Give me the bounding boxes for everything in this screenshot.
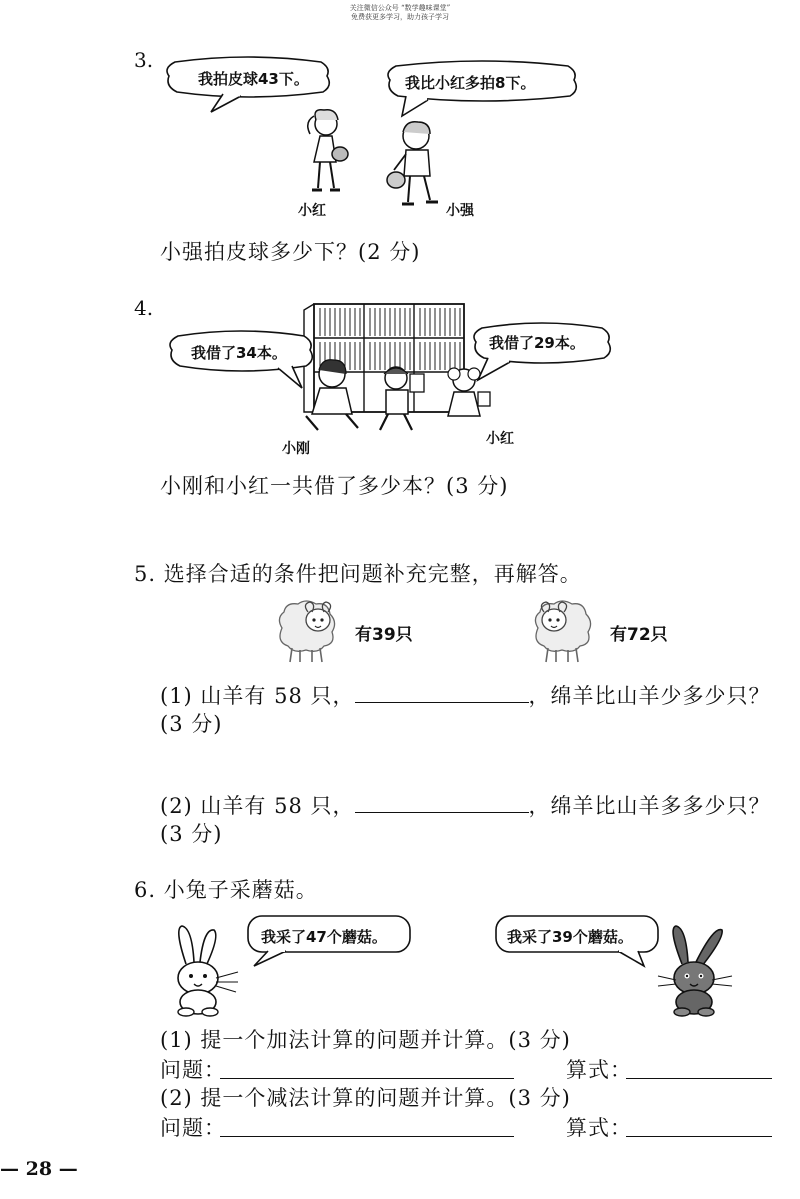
q3-name-boy: 小强 bbox=[446, 203, 474, 219]
q6-sub1-formula-blank[interactable] bbox=[626, 1058, 772, 1079]
q5-sub1-prefix: (1) 山羊有 58 只， bbox=[160, 684, 355, 708]
q6-sub2-question-blank[interactable] bbox=[220, 1116, 514, 1137]
q5-sub1-blank[interactable] bbox=[355, 682, 529, 703]
q5-sub2-blank[interactable] bbox=[355, 792, 529, 813]
sheep-icon bbox=[274, 598, 340, 664]
q5-sub1 bbox=[160, 680, 771, 710]
q3-question: 小强拍皮球多少下？(2 分) bbox=[160, 240, 421, 264]
q3-bubble-boy-text: 我比小红多拍8下。 bbox=[405, 74, 536, 92]
page-number-value: 28 bbox=[25, 1158, 53, 1180]
page-number-dash-left: — bbox=[0, 1158, 19, 1180]
q4-question: 小刚和小红一共借了多少本？(3 分) bbox=[160, 474, 509, 498]
boy-with-ball-illustration bbox=[386, 114, 448, 214]
q6-sub1: (1) 提一个加法计算的问题并计算。(3 分) bbox=[160, 1028, 571, 1052]
q5-title: 5. 选择合适的条件把问题补充完整，再解答。 bbox=[134, 562, 582, 586]
q6-bubble-right-text: 我采了39个蘑菇。 bbox=[507, 928, 633, 946]
girl-with-ball-illustration bbox=[300, 104, 360, 196]
q6-title: 6. 小兔子采蘑菇。 bbox=[134, 878, 318, 902]
q4-name-boy: 小刚 bbox=[282, 441, 310, 457]
q5-sub2-points: (3 分) bbox=[160, 822, 223, 846]
q6-sub2-formula-label: 算式： bbox=[566, 1116, 632, 1140]
q5-sub2-suffix: ，绵羊比山羊多多少只？ bbox=[528, 794, 771, 818]
q5-sub2-prefix: (2) 山羊有 58 只， bbox=[160, 794, 355, 818]
q6-sub1-question-label: 问题： bbox=[160, 1058, 226, 1082]
q6-sub2-question-label: 问题： bbox=[160, 1116, 226, 1140]
q5-sub1-points: (3 分) bbox=[160, 712, 223, 736]
q3-number: 3. bbox=[134, 48, 154, 72]
q5-option-2: 有72只 bbox=[610, 625, 668, 645]
header-line-1: 关注微信公众号 “数学趣味课堂” bbox=[349, 4, 451, 12]
q4-bubble-girl-text: 我借了29本。 bbox=[489, 334, 585, 352]
q4-bubble-boy-text: 我借了34本。 bbox=[191, 344, 287, 362]
q3-bubble-girl-text: 我拍皮球43下。 bbox=[198, 70, 309, 88]
q5-option-1: 有39只 bbox=[355, 625, 413, 645]
rabbit-gray-icon bbox=[656, 922, 736, 1016]
sheep-icon bbox=[530, 598, 596, 664]
rabbit-white-icon bbox=[164, 922, 244, 1016]
q6-sub1-question-blank[interactable] bbox=[220, 1058, 514, 1079]
page-number bbox=[0, 1158, 78, 1180]
q5-sub1-suffix: ，绵羊比山羊少多少只？ bbox=[528, 684, 771, 708]
q3-name-girl: 小红 bbox=[298, 203, 326, 219]
q6-bubble-left-text: 我采了47个蘑菇。 bbox=[261, 928, 387, 946]
q4-number: 4. bbox=[134, 296, 154, 320]
q6-sub2-formula-blank[interactable] bbox=[626, 1116, 772, 1137]
q6-sub2: (2) 提一个减法计算的问题并计算。(3 分) bbox=[160, 1086, 571, 1110]
header-line-2: 免费获更多学习，助力孩子学习 bbox=[351, 13, 449, 21]
page-number-dash-right: — bbox=[58, 1158, 78, 1180]
q6-sub1-formula-label: 算式： bbox=[566, 1058, 632, 1082]
q4-name-girl: 小红 bbox=[486, 431, 514, 447]
q5-sub2 bbox=[160, 790, 771, 820]
